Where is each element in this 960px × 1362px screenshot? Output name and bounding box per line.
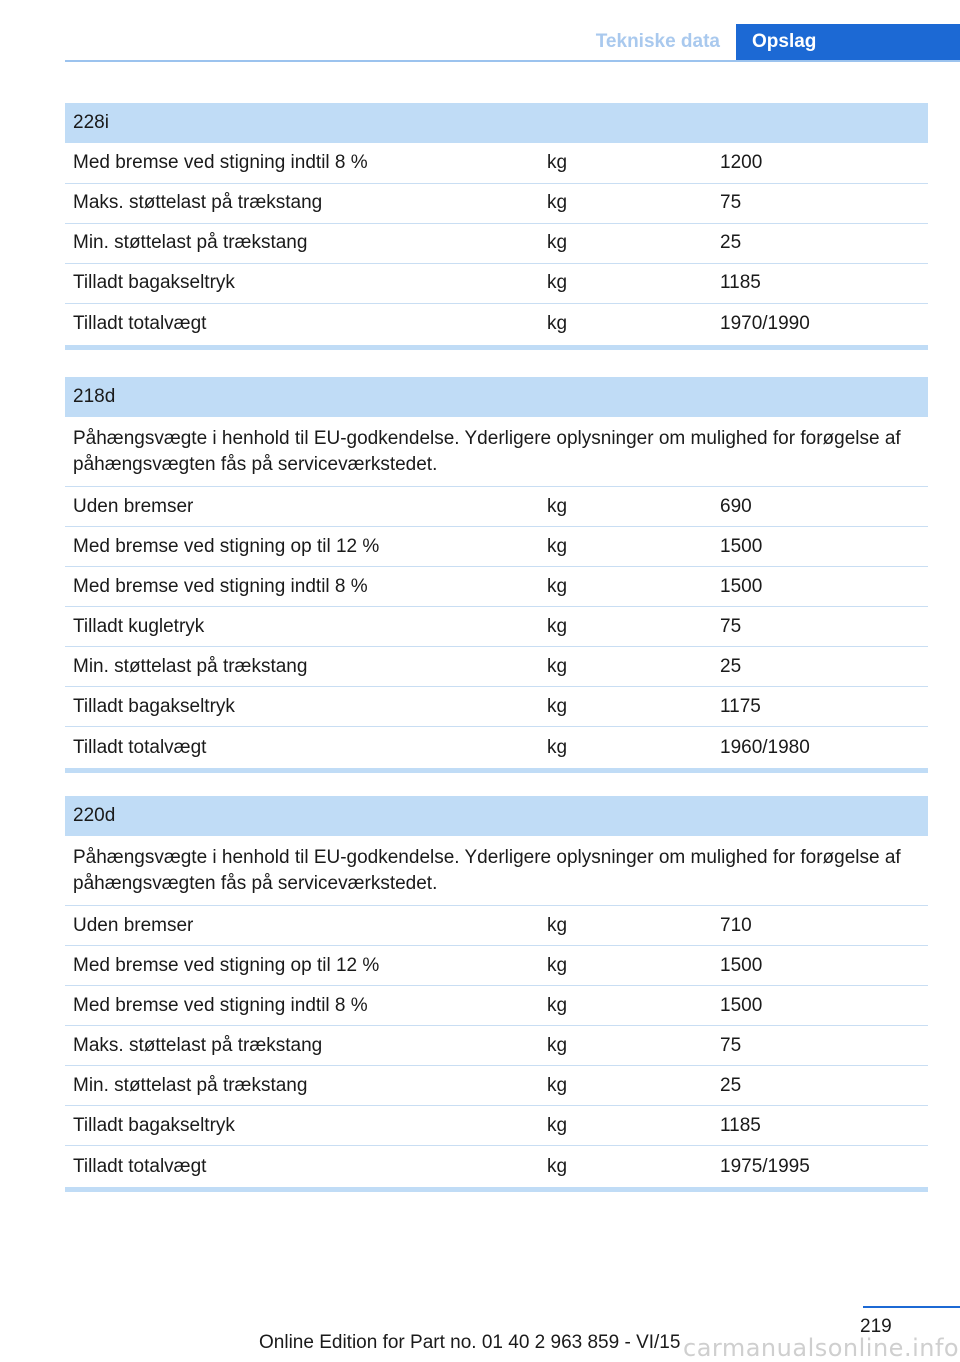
table-header-row xyxy=(65,103,928,143)
row-value: 1185 xyxy=(712,263,928,303)
row-unit: kg xyxy=(539,727,712,771)
table-row xyxy=(65,487,928,527)
row-label: Med bremse ved stigning op til 12 % xyxy=(65,527,539,567)
table-row xyxy=(65,1106,928,1146)
row-unit: kg xyxy=(539,687,712,727)
model-title: 218d xyxy=(65,377,928,417)
row-unit: kg xyxy=(539,986,712,1026)
table-row xyxy=(65,607,928,647)
spec-table-220d xyxy=(65,796,928,1192)
table-row xyxy=(65,1066,928,1106)
row-value: 1185 xyxy=(712,1106,928,1146)
row-value: 25 xyxy=(712,647,928,687)
row-unit: kg xyxy=(539,1026,712,1066)
row-label: Tilladt totalvægt xyxy=(65,1146,539,1190)
row-label: Maks. støttelast på trækstang xyxy=(65,183,539,223)
row-label: Tilladt totalvægt xyxy=(65,727,539,771)
row-unit: kg xyxy=(539,183,712,223)
table-row xyxy=(65,1146,928,1190)
row-value: 1975/1995 xyxy=(712,1146,928,1190)
model-title: 220d xyxy=(65,796,928,836)
tab-opslag[interactable]: Opslag xyxy=(736,24,960,60)
table-row xyxy=(65,687,928,727)
table-note-row xyxy=(65,836,928,906)
table-row xyxy=(65,527,928,567)
row-label: Tilladt kugletryk xyxy=(65,607,539,647)
table-row xyxy=(65,567,928,607)
row-unit: kg xyxy=(539,487,712,527)
table-row xyxy=(65,1026,928,1066)
table-note: Påhængsvægte i henhold til EU-godkendelse. Yderligere oplysninger om mulighed for forøgelse af påhængsvægten fås på serviceværkstedet. xyxy=(65,417,928,487)
row-value: 1960/1980 xyxy=(712,727,928,771)
watermark: carmanualsonline.info xyxy=(683,1334,960,1362)
row-value: 1500 xyxy=(712,986,928,1026)
page-number: 219 xyxy=(860,1316,892,1337)
row-label: Maks. støttelast på trækstang xyxy=(65,1026,539,1066)
row-unit: kg xyxy=(539,303,712,347)
model-title: 228i xyxy=(65,103,928,143)
row-value: 1500 xyxy=(712,567,928,607)
row-value: 1175 xyxy=(712,687,928,727)
row-label: Min. støttelast på trækstang xyxy=(65,647,539,687)
row-label: Tilladt bagakseltryk xyxy=(65,1106,539,1146)
row-value: 710 xyxy=(712,906,928,946)
table-row xyxy=(65,727,928,771)
row-value: 75 xyxy=(712,183,928,223)
row-label: Min. støttelast på trækstang xyxy=(65,1066,539,1106)
row-unit: kg xyxy=(539,263,712,303)
row-unit: kg xyxy=(539,1106,712,1146)
row-label: Med bremse ved stigning indtil 8 % xyxy=(65,143,539,183)
row-label: Med bremse ved stigning indtil 8 % xyxy=(65,567,539,607)
header-tabs xyxy=(596,24,960,60)
row-value: 75 xyxy=(712,1026,928,1066)
row-label: Tilladt totalvægt xyxy=(65,303,539,347)
table-header-row xyxy=(65,796,928,836)
table-row xyxy=(65,986,928,1026)
edition-line: Online Edition for Part no. 01 40 2 963 859 - VI/15 xyxy=(259,1332,681,1353)
row-label: Uden bremser xyxy=(65,487,539,527)
row-label: Tilladt bagakseltryk xyxy=(65,263,539,303)
table-header-row xyxy=(65,377,928,417)
row-value: 1970/1990 xyxy=(712,303,928,347)
row-label: Med bremse ved stigning indtil 8 % xyxy=(65,986,539,1026)
row-label: Min. støttelast på trækstang xyxy=(65,223,539,263)
table-row xyxy=(65,647,928,687)
row-value: 1500 xyxy=(712,527,928,567)
spec-table-228i xyxy=(65,103,928,350)
row-value: 25 xyxy=(712,223,928,263)
row-label: Tilladt bagakseltryk xyxy=(65,687,539,727)
row-value: 25 xyxy=(712,1066,928,1106)
row-value: 75 xyxy=(712,607,928,647)
row-value: 690 xyxy=(712,487,928,527)
table-note: Påhængsvægte i henhold til EU-godkendelse. Yderligere oplysninger om mulighed for forøgelse af påhængsvægten fås på serviceværkstedet. xyxy=(65,836,928,906)
row-value: 1200 xyxy=(712,143,928,183)
row-value: 1500 xyxy=(712,946,928,986)
table-row xyxy=(65,303,928,347)
row-label: Uden bremser xyxy=(65,906,539,946)
row-label: Med bremse ved stigning op til 12 % xyxy=(65,946,539,986)
row-unit: kg xyxy=(539,1066,712,1106)
row-unit: kg xyxy=(539,223,712,263)
row-unit: kg xyxy=(539,607,712,647)
row-unit: kg xyxy=(539,527,712,567)
row-unit: kg xyxy=(539,143,712,183)
page-header xyxy=(65,24,960,62)
table-row xyxy=(65,143,928,183)
row-unit: kg xyxy=(539,567,712,607)
table-row xyxy=(65,906,928,946)
table-row xyxy=(65,183,928,223)
table-row xyxy=(65,223,928,263)
spec-table-218d xyxy=(65,377,928,773)
footer-rule xyxy=(863,1306,960,1308)
table-row xyxy=(65,263,928,303)
row-unit: kg xyxy=(539,946,712,986)
table-row xyxy=(65,946,928,986)
table-note-row xyxy=(65,417,928,487)
row-unit: kg xyxy=(539,1146,712,1190)
tab-tekniske-data[interactable]: Tekniske data xyxy=(595,31,720,52)
row-unit: kg xyxy=(539,647,712,687)
row-unit: kg xyxy=(539,906,712,946)
